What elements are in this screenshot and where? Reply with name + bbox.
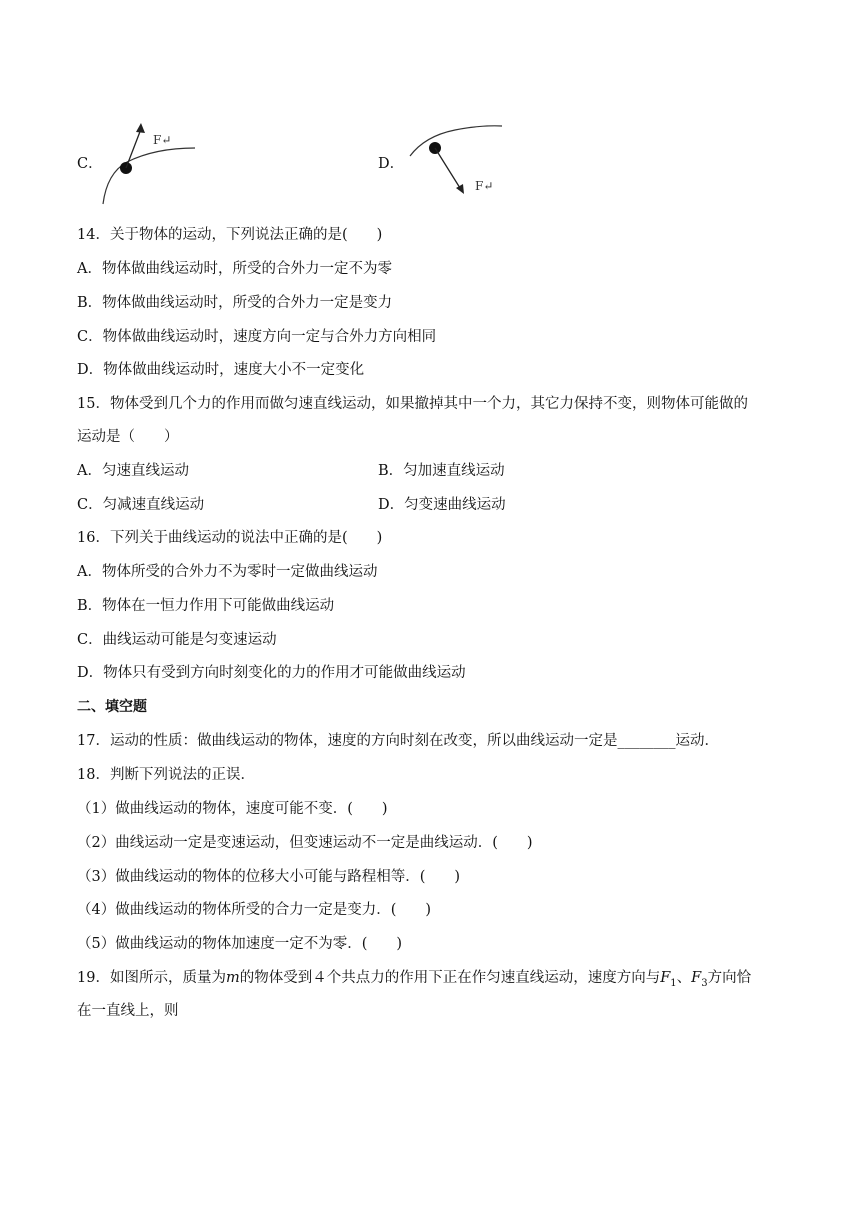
figure-c-curve-force	[95, 118, 205, 208]
q16-option-a: A．物体所受的合外力不为零时一定做曲线运动	[77, 564, 378, 580]
q14-option-d: D．物体做曲线运动时，速度大小不一定变化	[77, 362, 365, 378]
curve-path-d	[410, 126, 502, 156]
q15-stem-line1: 15．物体受到几个力的作用而做匀速直线运动，如果撤掉其中一个力，其它力保持不变，则物体可能做的	[77, 396, 748, 412]
q18-statement-4: （4）做曲线运动的物体所受的合力一定是变力．( )	[77, 902, 432, 918]
q16-stem: 16．下列关于曲线运动的说法中正确的是( )	[77, 530, 383, 546]
q14-option-b: B．物体做曲线运动时，所受的合外力一定是变力	[77, 295, 393, 311]
q18-stem: 18．判断下列说法的正误．	[77, 767, 255, 783]
q19-separator: 、	[676, 970, 692, 986]
section-heading: 二、填空题	[77, 699, 147, 715]
force-label-d: F↵	[475, 179, 494, 193]
q18-statement-1: （1）做曲线运动的物体，速度可能不变．( )	[77, 801, 388, 817]
q15-option-d: D．匀变速曲线运动	[378, 497, 506, 513]
q19-force3-symbol: F	[691, 970, 702, 986]
q15-option-a: A．匀速直线运动	[77, 463, 189, 479]
option-d-label: D．	[378, 156, 405, 172]
q19-force1-subscript: 1	[670, 977, 677, 989]
q18-statement-2: （2）曲线运动一定是变速运动，但变速运动不一定是曲线运动．( )	[77, 835, 533, 851]
force-arrow-d	[435, 148, 460, 188]
q18-statement-3: （3）做曲线运动的物体的位移大小可能与路程相等．( )	[77, 869, 461, 885]
q19-text-part2: 的物体受到４个共点力的作用下正在作匀速直线运动，速度方向与	[239, 970, 661, 986]
q19-text-part3: 方向恰	[707, 970, 752, 986]
q14-option-a: A．物体做曲线运动时，所受的合外力一定不为零	[77, 261, 392, 277]
q15-stem-line2: 运动是（ ）	[77, 429, 179, 445]
q18-statement-5: （5）做曲线运动的物体加速度一定不为零．( )	[77, 936, 403, 952]
q14-option-c: C．物体做曲线运动时，速度方向一定与合外力方向相同	[77, 329, 437, 345]
q19-stem-line1	[77, 968, 751, 994]
q19-force3-subscript: 3	[701, 977, 708, 989]
q19-mass-symbol: m	[225, 970, 240, 986]
q19-force1-symbol: F	[660, 970, 671, 986]
q15-option-b: B．匀加速直线运动	[378, 463, 505, 479]
q19-stem-line2: 在一直线上，则	[77, 1003, 179, 1019]
q19-text-part1: 19．如图所示，质量为	[77, 970, 226, 986]
q16-option-b: B．物体在一恒力作用下可能做曲线运动	[77, 598, 335, 614]
curve-path-c	[103, 148, 195, 204]
q16-option-d: D．物体只有受到方向时刻变化的力的作用才可能做曲线运动	[77, 665, 466, 681]
option-c-label: C．	[77, 156, 103, 172]
arrowhead-d	[456, 184, 464, 194]
force-arrow-c	[126, 129, 141, 168]
q14-stem: 14．关于物体的运动，下列说法正确的是( )	[77, 227, 383, 243]
q17-text: 17．运动的性质：做曲线运动的物体，速度的方向时刻在改变，所以曲线运动一定是________运动．	[77, 733, 719, 749]
force-label-c: F↵	[153, 133, 172, 147]
figure-d-curve-force	[405, 118, 515, 208]
q15-option-c: C．匀减速直线运动	[77, 497, 205, 513]
arrowhead-c	[136, 123, 145, 133]
q16-option-c: C．曲线运动可能是匀变速运动	[77, 632, 277, 648]
